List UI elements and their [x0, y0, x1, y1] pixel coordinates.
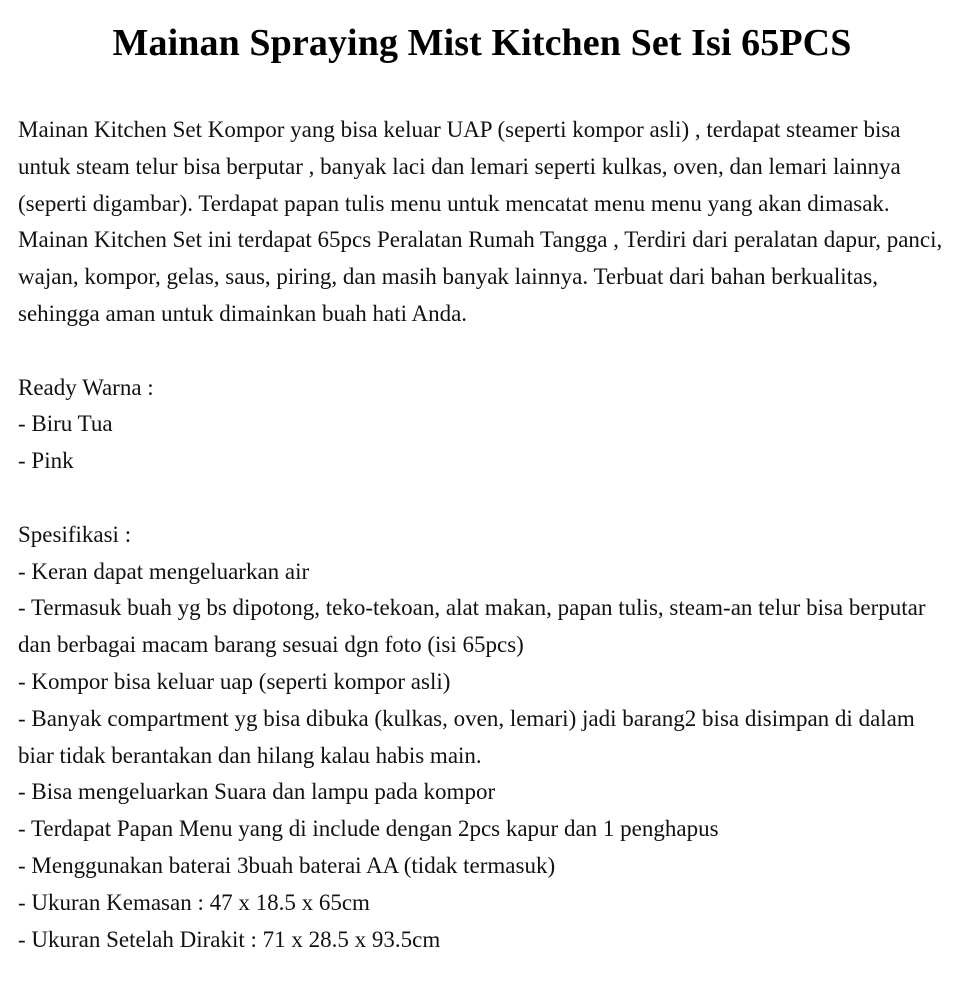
spec-item: - Menggunakan baterai 3buah baterai AA (tidak termasuk) — [18, 852, 556, 878]
spec-item: - Bisa mengeluarkan Suara dan lampu pada kompor — [18, 779, 496, 805]
spec-item: - Ukuran Setelah Dirakit : 71 x 28.5 x 93.5cm — [18, 926, 441, 952]
page-title: Mainan Spraying Mist Kitchen Set Isi 65PCS — [112, 22, 852, 64]
product-description: Mainan Kitchen Set Kompor yang bisa keluar UAP (seperti kompor asli) , terdapat steamer bisa untuk steam telur bisa berputar , banyak laci dan lemari seperti kulkas, oven, dan lemari lainnya (seperti digambar). Terdapat papan tulis menu untuk mencatat menu menu yang akan dimasak. Mainan Kitchen Set ini terdapat 65pcs Peralatan Rumah Tangga , Terdiri dari peralatan dapur, panci, wajan, kompor, gelas, saus, piring, dan masih banyak lainnya. Terbuat dari bahan berkualitas, sehingga aman untuk dimainkan buah hati Anda. — [18, 117, 943, 326]
color-item: - Pink — [18, 448, 74, 474]
spec-section — [18, 517, 946, 959]
spec-heading: Spesifikasi : — [18, 521, 132, 547]
spec-item: - Termasuk buah yg bs dipotong, teko-tekoan, alat makan, papan tulis, steam-an telur bisa berputar dan berbagai macam barang sesuai dgn foto (isi 65pcs) — [18, 595, 926, 658]
color-list — [18, 406, 946, 480]
color-heading: Ready Warna : — [18, 374, 154, 400]
color-section — [18, 370, 946, 480]
spec-item: - Banyak compartment yg bisa dibuka (kulkas, oven, lemari) jadi barang2 bisa disimpan di dalam biar tidak berantakan dan hilang kalau habis main. — [18, 705, 915, 768]
spec-item: - Keran dapat mengeluarkan air — [18, 558, 310, 584]
color-item: - Biru Tua — [18, 411, 113, 437]
spec-item: - Ukuran Kemasan : 47 x 18.5 x 65cm — [18, 889, 370, 915]
spec-list — [18, 554, 946, 959]
spec-item: - Terdapat Papan Menu yang di include dengan 2pcs kapur dan 1 penghapus — [18, 816, 719, 842]
spec-item: - Kompor bisa keluar uap (seperti kompor asli) — [18, 668, 451, 694]
